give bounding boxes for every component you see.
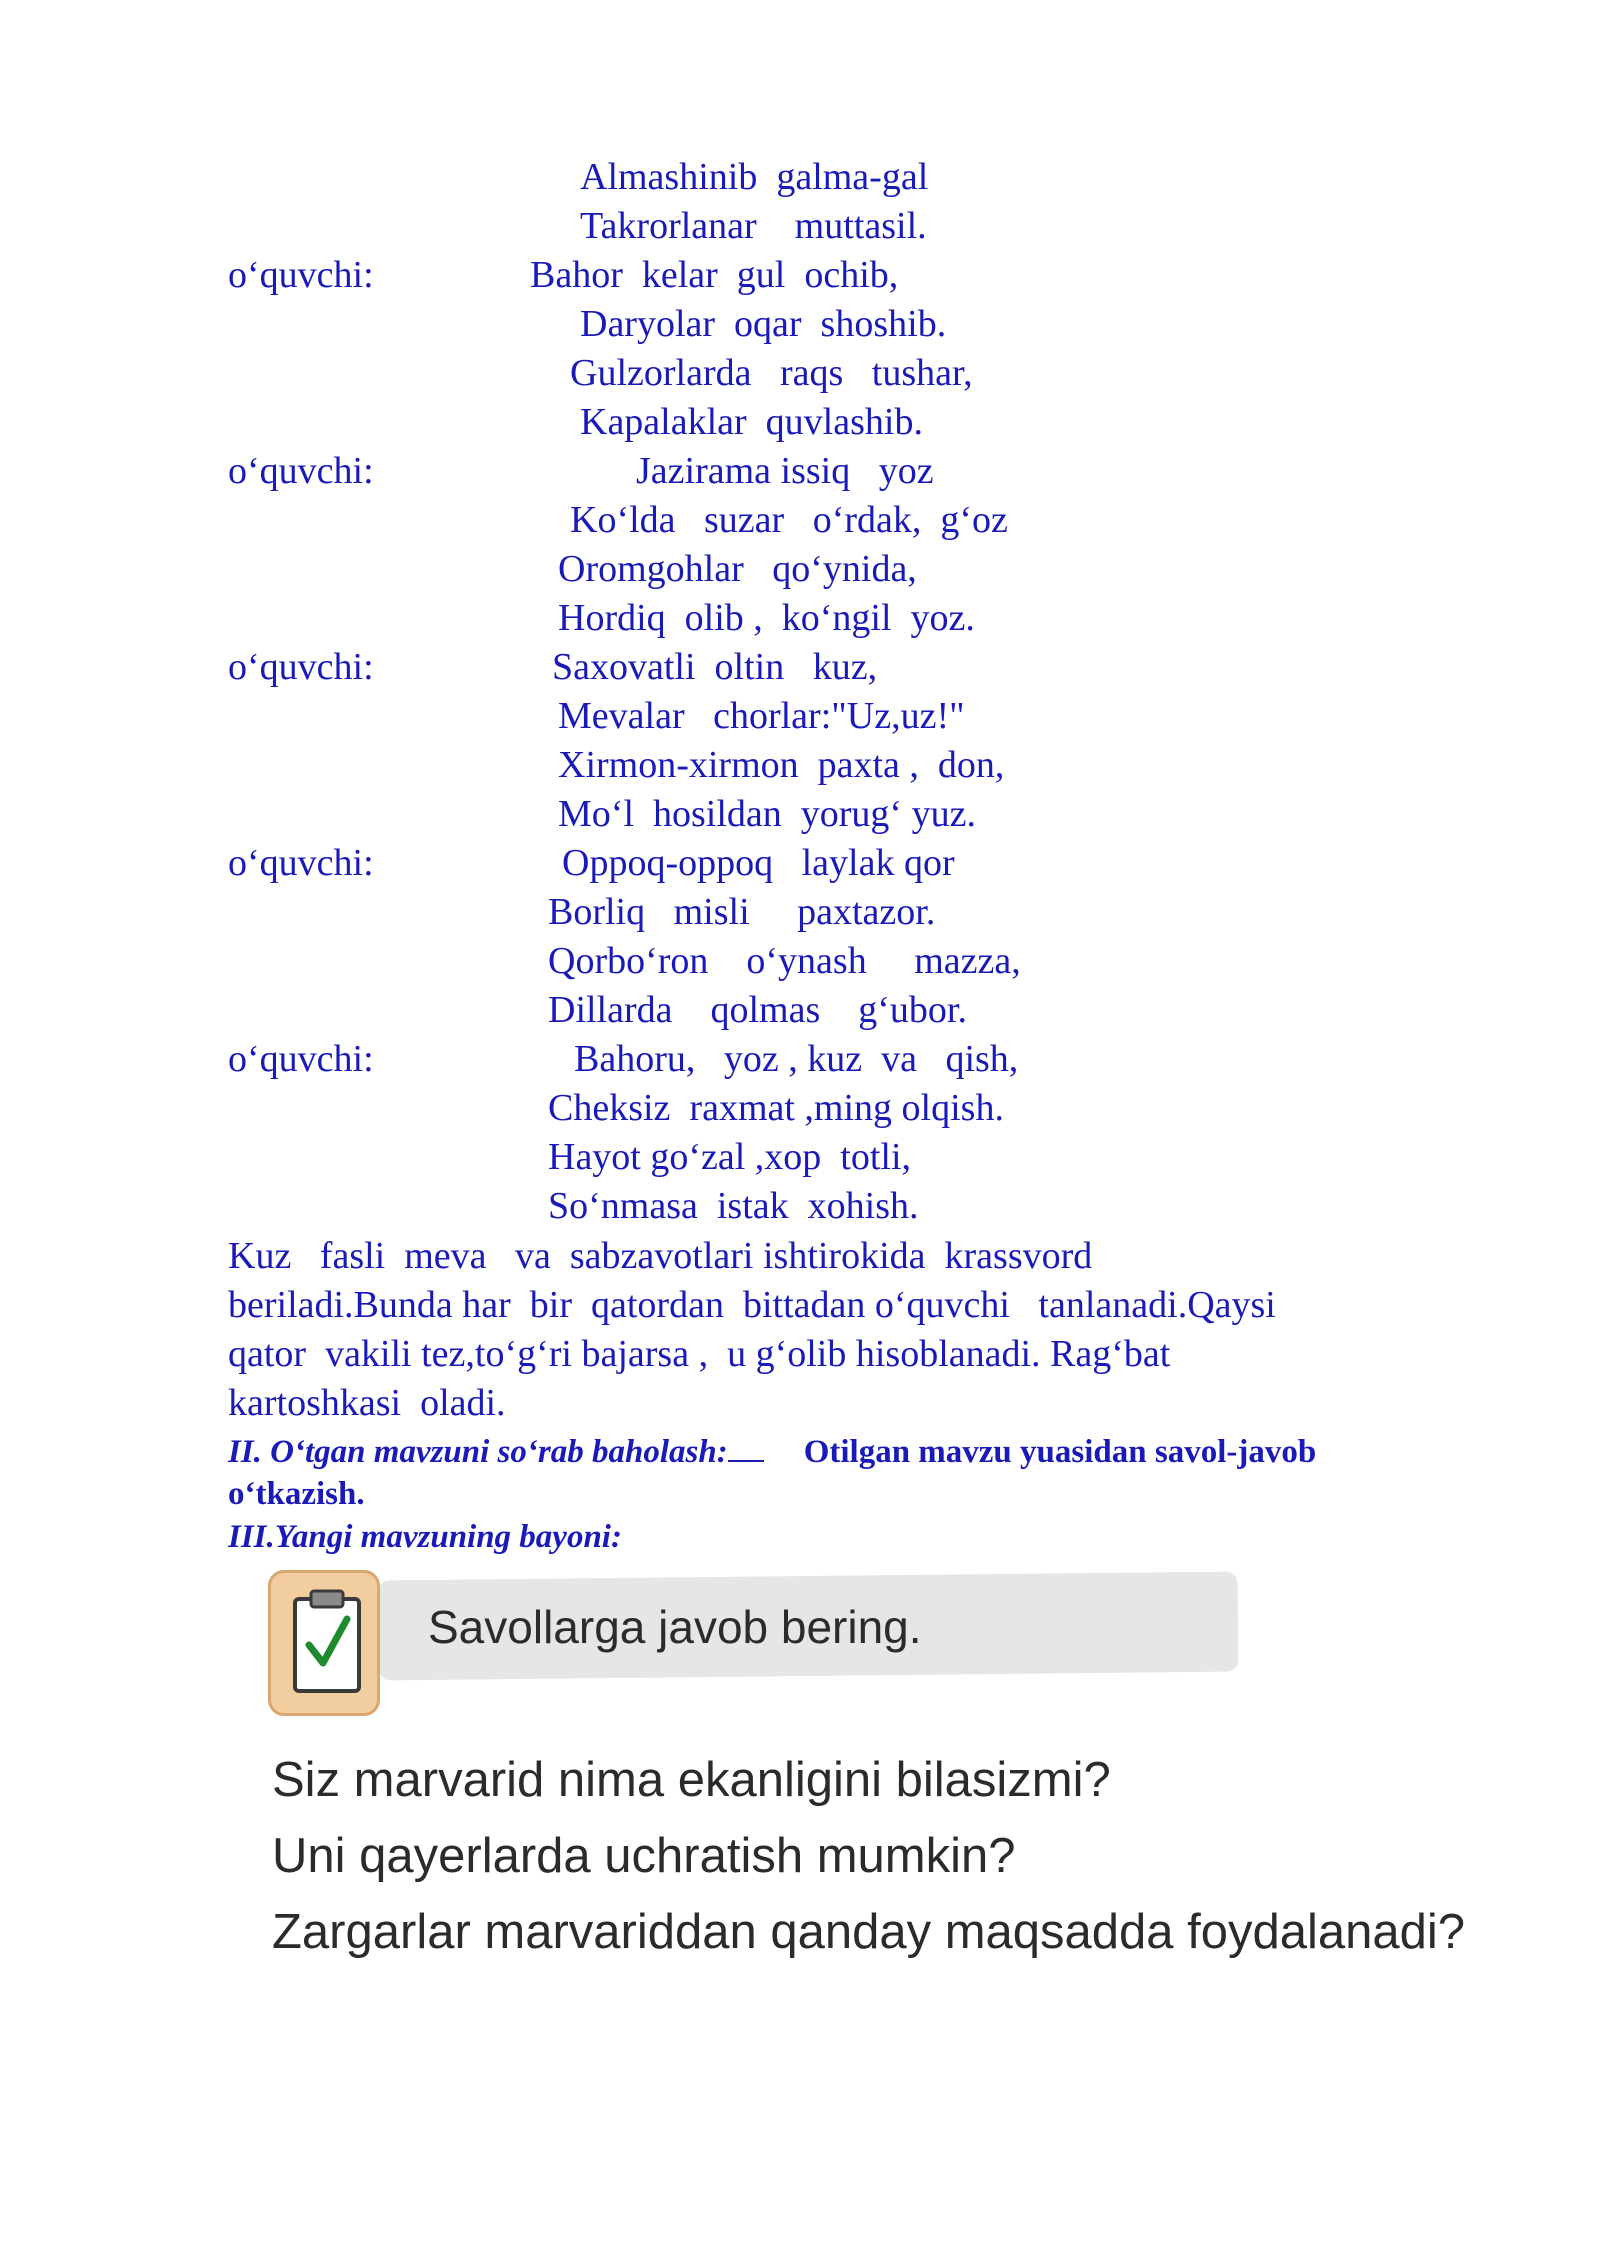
poem-line: Cheksiz raxmat ,ming olqish. — [548, 1087, 1004, 1129]
section-3-label: III.Yangi mavzuning bayoni: — [228, 1519, 622, 1555]
questions-card-header — [268, 1570, 1258, 1720]
poem-line: Gulzorlarda raqs tushar, — [570, 352, 973, 394]
poem-line: Oppoq-oppoq laylak qor — [562, 842, 955, 884]
section-2-continuation: o‘tkazish. — [228, 1476, 365, 1512]
poem-line: Mevalar chorlar:"Uz,uz!" — [558, 695, 965, 737]
speaker-label: o‘quvchi: — [228, 646, 374, 688]
speaker-label: o‘quvchi: — [228, 842, 374, 884]
speaker-label: o‘quvchi: — [228, 450, 374, 492]
poem-line: Hayot go‘zal ,xop totli, — [548, 1136, 912, 1178]
fill-in-blank — [728, 1430, 764, 1462]
question-item: Siz marvarid nima ekanligini bilasizmi? — [272, 1753, 1111, 1807]
clipboard-check-icon-graphic — [289, 1589, 365, 1699]
section-2-label: II. O‘tgan mavzuni so‘rab baholash: — [228, 1434, 728, 1470]
poem-line: Saxovatli oltin kuz, — [552, 646, 878, 688]
poem-line: Kapalaklar quvlashib. — [580, 401, 923, 443]
poem-line: Jazirama issiq yoz — [636, 450, 934, 492]
section-2-heading — [228, 1430, 1316, 1474]
poem-line: Qorbo‘ron o‘ynash mazza, — [548, 940, 1021, 982]
section-2-text: Otilgan mavzu yuasidan savol-javob — [803, 1434, 1317, 1470]
poem-line: So‘nmasa istak xohish. — [548, 1185, 919, 1227]
poem-line: Takrorlanar muttasil. — [580, 205, 927, 247]
clipboard-check-icon — [268, 1570, 380, 1716]
section-3-heading — [228, 1516, 622, 1559]
poem-line: Mo‘l hosildan yorug‘ yuz. — [558, 793, 976, 835]
poem-line: Oromgohlar qo‘ynida, — [558, 548, 917, 590]
question-item: Uni qayerlarda uchratish mumkin? — [272, 1829, 1016, 1883]
poem-line: Dillarda qolmas g‘ubor. — [548, 989, 967, 1031]
poem-line: Borliq misli paxtazor. — [548, 891, 936, 933]
paragraph-line: beriladi.Bunda har bir qatordan bittadan o‘quvchi tanlanadi.Qaysi — [228, 1284, 1276, 1326]
poem-line: Almashinib galma-gal — [580, 156, 929, 198]
speaker-label: o‘quvchi: — [228, 254, 374, 296]
poem-line: Bahor kelar gul ochib, — [530, 254, 899, 296]
poem-line: Xirmon-xirmon paxta , don, — [558, 744, 1005, 786]
paragraph-line: Kuz fasli meva va sabzavotlari ishtirokida krassvord — [228, 1235, 1093, 1277]
paragraph-line: qator vakili tez,to‘g‘ri bajarsa , u g‘olib hisoblanadi. Rag‘bat — [228, 1333, 1171, 1375]
poem-line: Bahoru, yoz , kuz va qish, — [574, 1038, 1019, 1080]
instructions-paragraph — [228, 1232, 1488, 1428]
poem-line: Hordiq olib , ko‘ngil yoz. — [558, 597, 975, 639]
question-item: Zargarlar marvariddan qanday maqsadda foydalanadi? — [272, 1905, 1466, 1959]
poem-line: Ko‘lda suzar o‘rdak, g‘oz — [570, 499, 1008, 541]
paragraph-line: kartoshkasi oladi. — [228, 1382, 506, 1424]
poem-line: Daryolar oqar shoshib. — [580, 303, 947, 345]
speaker-label: o‘quvchi: — [228, 1038, 374, 1080]
card-title: Savollarga javob bering. — [428, 1601, 922, 1653]
